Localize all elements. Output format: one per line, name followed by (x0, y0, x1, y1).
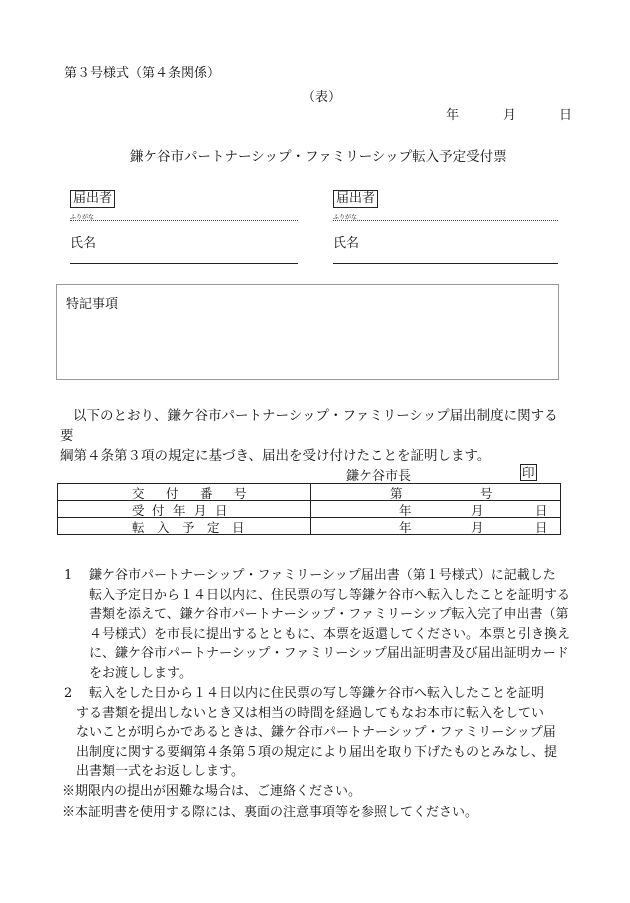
name-line (70, 263, 298, 264)
remarks-label: 特記事項 (66, 297, 119, 312)
seal-mark: 印 (522, 465, 535, 480)
note-line: する書類を提出しないとき又は相当の時間を経過してもなお本市に転入をしてい (76, 705, 545, 721)
table-row (58, 518, 561, 535)
form-number: 第３号様式（第４条関係） (64, 66, 221, 81)
date-month: 月 (503, 108, 517, 123)
note-number: 2 (64, 686, 73, 701)
issue-number-label: 交 付 番 号 (132, 486, 247, 501)
note-line: 転入予定日から１４日以内に、住民票の写し等鎌ケ谷市へ転入したことを証明する (89, 587, 571, 603)
extra-note: ※期限内の提出が困難な場合は、ご連絡ください。 (62, 784, 362, 799)
side-label: （表） (302, 90, 342, 105)
date-year: 年 (446, 108, 460, 123)
note-number: 1 (64, 568, 73, 583)
certification-line: 以下のとおり、鎌ケ谷市パートナーシップ・ファミリーシップ届出制度に関する要 (60, 408, 558, 444)
furigana-line (333, 220, 558, 221)
name-line (333, 263, 558, 264)
note-line: 鎌ケ谷市パートナーシップ・ファミリーシップ届出書（第１号様式）に記載した (89, 568, 556, 583)
extra-note: ※本証明書を使用する際には、裏面の注意事項等を参照してください。 (62, 805, 479, 820)
document-title: 鎌ケ谷市パートナーシップ・ファミリーシップ転入予定受付票 (130, 149, 507, 165)
issue-number-value: 第 号 (390, 486, 493, 501)
receipt-table (57, 483, 561, 535)
name-label: 氏名 (333, 236, 360, 251)
name-label: 氏名 (70, 236, 97, 251)
table-row (58, 501, 561, 518)
furigana-label: ふりがな (70, 214, 95, 221)
reception-date-value: 年 月 日 (399, 503, 548, 518)
furigana-label: ふりがな (333, 214, 358, 221)
note-line: 出制度に関する要綱第４条第５項の規定により届出を取り下げたものとみなし、提 (76, 744, 558, 760)
date-day: 日 (559, 108, 573, 123)
note-line: 出書類一式をお返しします。 (76, 764, 244, 779)
mayor-title: 鎌ケ谷市長 (346, 469, 412, 484)
note-line: に、鎌ケ谷市パートナーシップ・ファミリーシップ届出証明書及び届出証明カード (89, 646, 569, 661)
table-row (58, 484, 561, 501)
applicant-heading: 届出者 (333, 190, 378, 208)
move-in-date-label: 転 入 予 定 日 (132, 520, 245, 535)
note-line: をお渡しします。 (89, 665, 192, 681)
note-line: ないことが明らかであるときは、鎌ケ谷市パートナーシップ・ファミリーシップ届 (76, 725, 556, 740)
furigana-line (70, 220, 298, 221)
reception-date-label: 受 付 年 月 日 (132, 503, 228, 518)
remarks-box (56, 284, 559, 380)
note-line: 転入をした日から１４日以内に住民票の写し等鎌ケ谷市へ転入したことを証明 (89, 686, 545, 701)
certification-line: 綱第４条第３項の規定に基づき、届出を受け付けたことを証明します。 (60, 448, 491, 464)
certification-paragraph (60, 406, 570, 466)
applicant-heading: 届出者 (70, 190, 115, 208)
move-in-date-value: 年 月 日 (399, 520, 548, 535)
note-line: ４号様式）を市長に提出するとともに、本票を返還してください。本票と引き換え (89, 626, 571, 642)
note-line: 書類を添えて、鎌ケ谷市パートナーシップ・ファミリーシップ転入完了申出書（第 (89, 607, 569, 622)
